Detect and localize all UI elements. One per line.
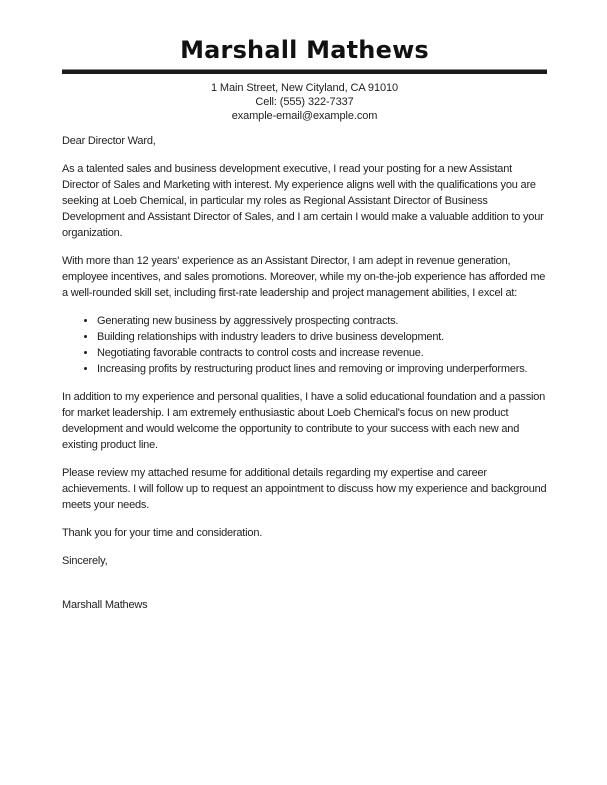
closing-salutation: Sincerely, — [62, 555, 108, 567]
skills-item-prospecting: • Generating new business by aggressively prospecting contracts. — [97, 313, 549, 329]
letter-header — [62, 38, 547, 123]
signature-name: Marshall Mathews — [62, 599, 148, 611]
sender-name: Marshall Mathews — [180, 36, 429, 64]
skills-list — [62, 313, 549, 377]
thanks-line: Thank you for your time and consideration. — [62, 527, 263, 539]
contact-cell: Cell: (555) 322-7337 — [255, 96, 354, 108]
skills-item-relationships: • Building relationships with industry leaders to drive business development. — [97, 329, 549, 345]
contact-email: example-email@example.com — [231, 110, 378, 122]
paragraph-resume: Please review my attached resume for additional details regarding my expertise and career achievements. I will follow up to request an appointment to discuss how my experience and background meets your needs. — [62, 467, 547, 511]
contact-address: 1 Main Street, New Cityland, CA 91010 — [210, 82, 399, 94]
contact-block — [62, 81, 547, 123]
skills-item-negotiating: • Negotiating favorable contracts to control costs and increase revenue. — [97, 345, 549, 361]
paragraph-experience: With more than 12 years' experience as an Assistant Director, I am adept in revenue generation, employee incentives, and sales promotions. Moreover, while my on-the-job experience has afforded me a well-rounded skill set, including first-rate leadership and project management abilities, I excel at: — [62, 255, 546, 299]
paragraph-introduction: As a talented sales and business development executive, I read your posting for a new Assistant Director of Sales and Marketing with interest. My experience aligns well with the qualifications you are seeking at Loeb Chemical, in particular my roles as Regional Assistant Director of Business Development and Assistant Director of Sales, and I am certain I would make a valuable addition to your organization. — [62, 163, 544, 239]
paragraph-education: In addition to my experience and personal qualities, I have a solid educational foundation and a passion for market leadership. I am extremely enthusiastic about Loeb Chemical's focus on new product development and would welcome the opportunity to contribute to your success with each new and existing product line. — [62, 391, 546, 451]
letter-body — [62, 133, 549, 613]
skills-item-profits: • Increasing profits by restructuring product lines and removing or improving underperformers. — [97, 361, 549, 377]
salutation: Dear Director Ward, — [62, 135, 156, 147]
header-rule — [62, 69, 547, 74]
